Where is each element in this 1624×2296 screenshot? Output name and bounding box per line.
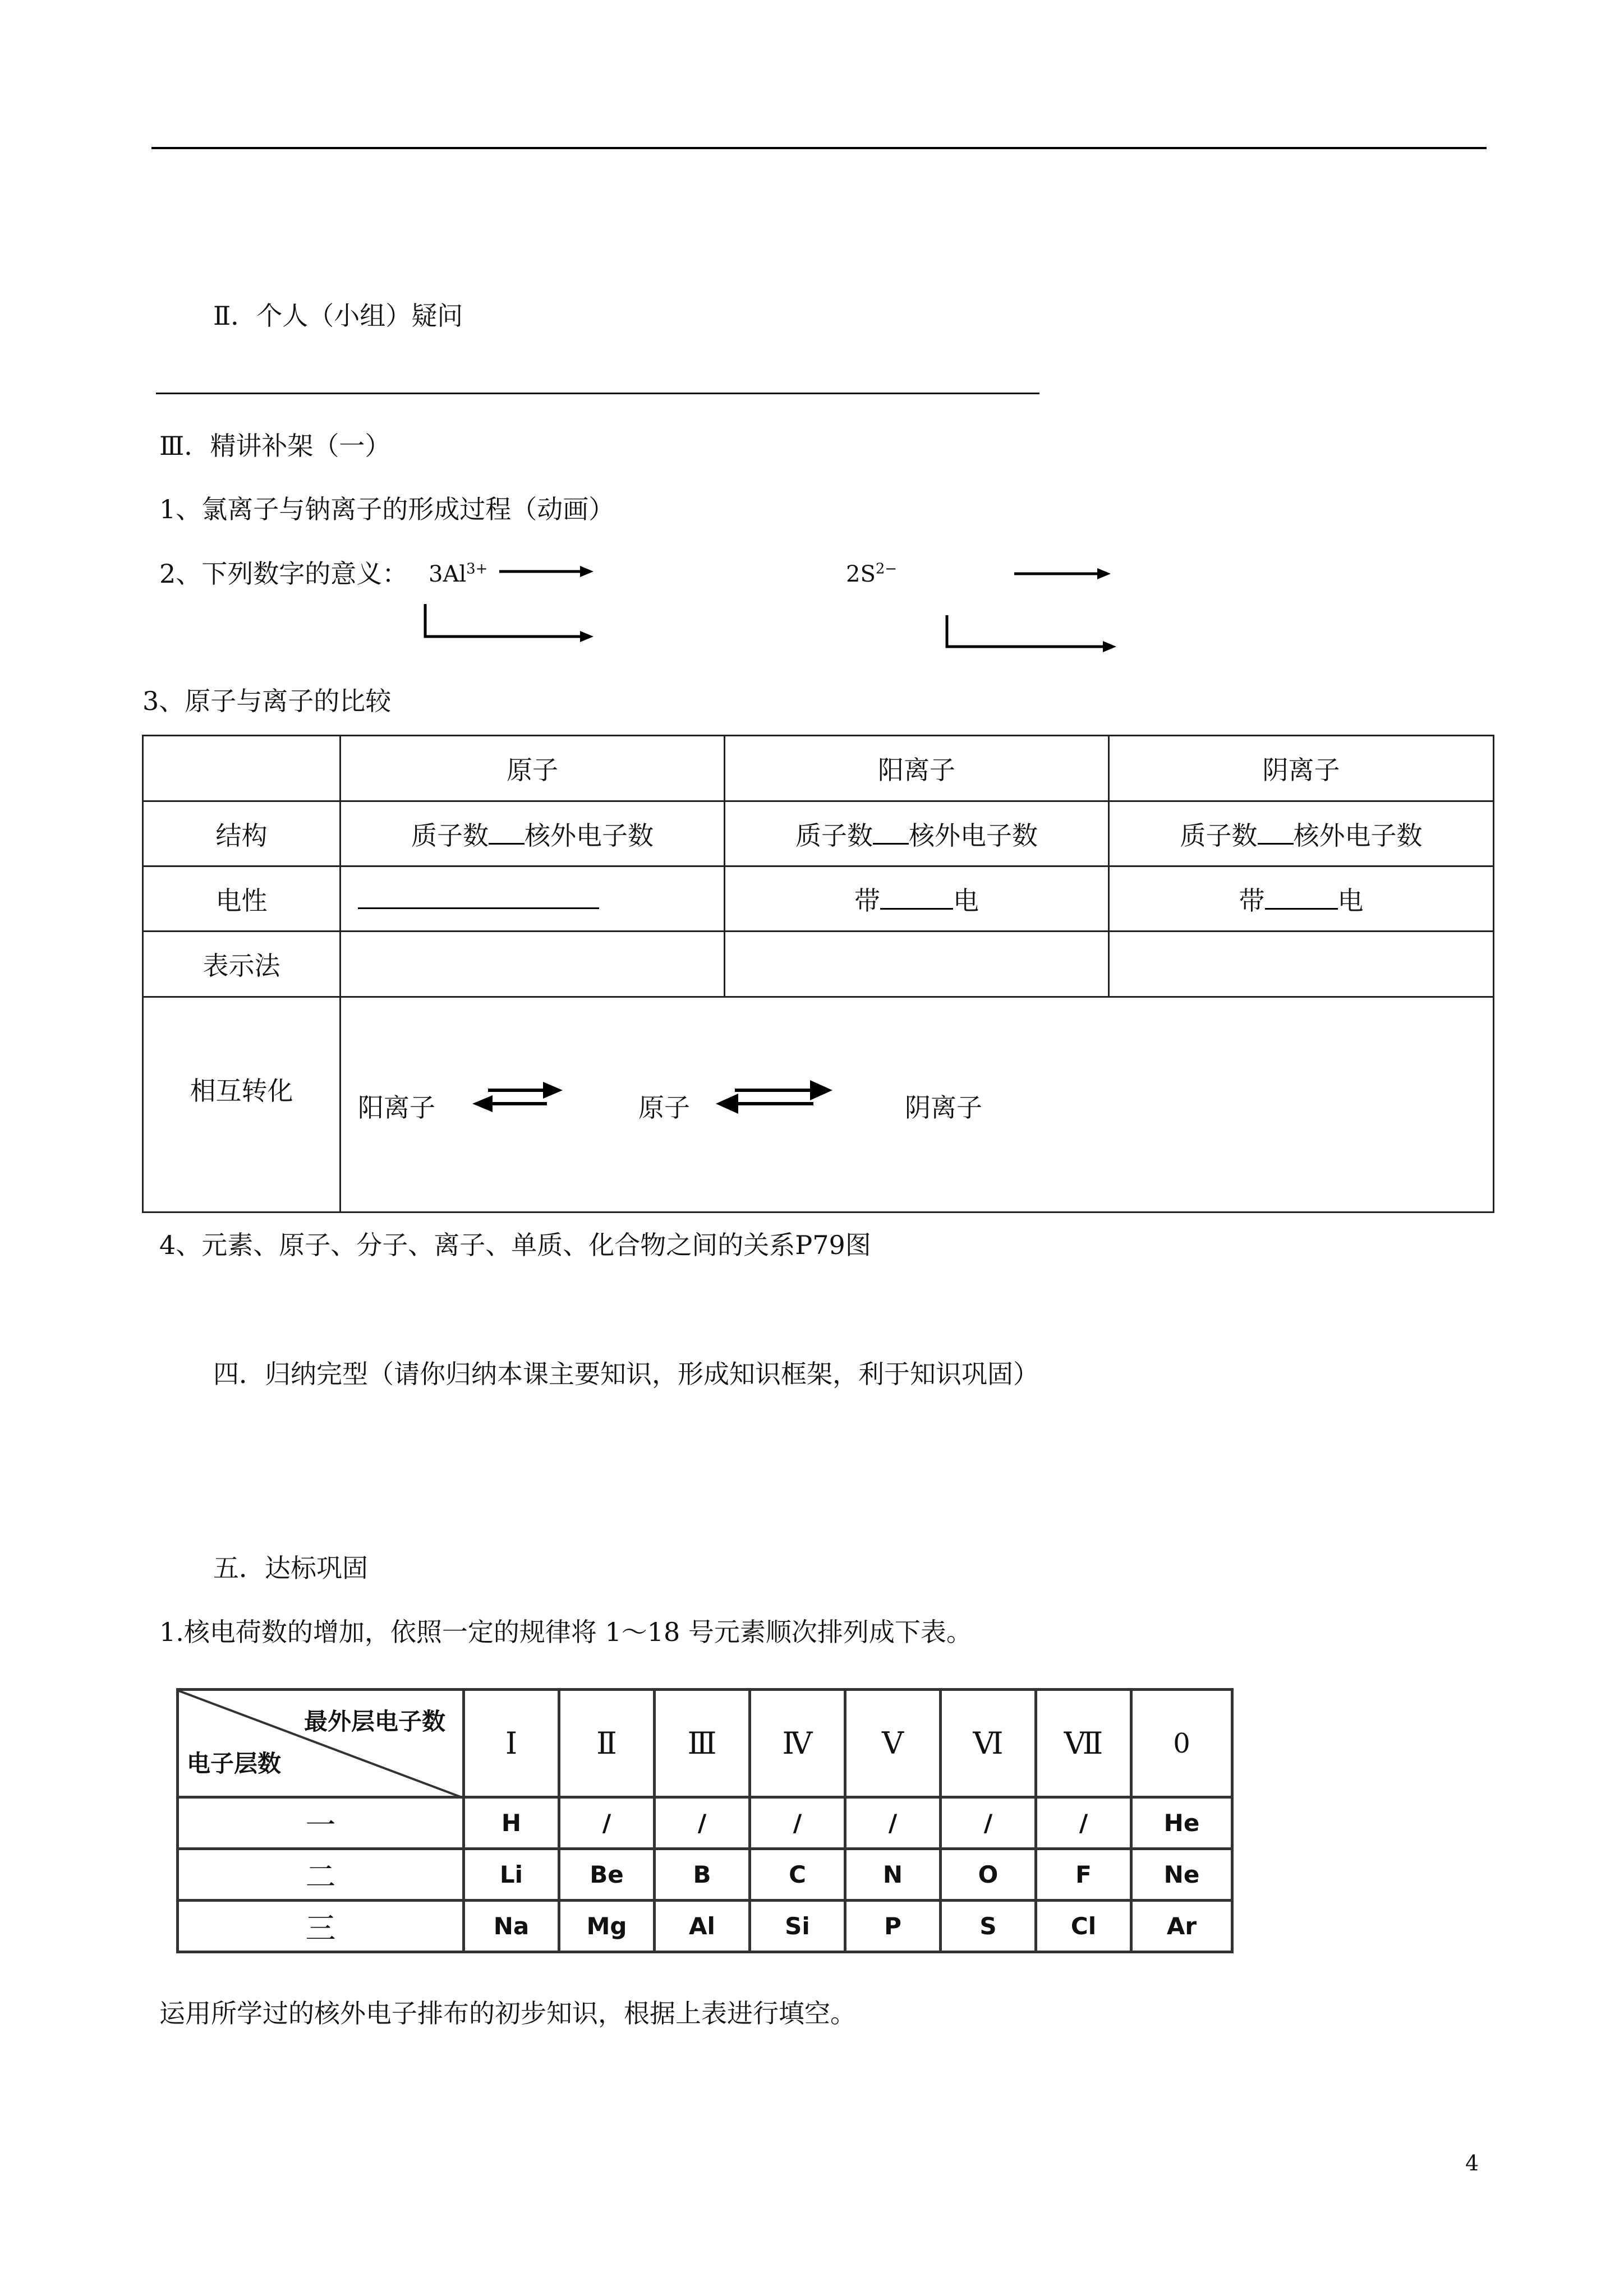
period-label: 三 [178,1901,464,1952]
convert-anion: 阴离子 [905,1092,982,1123]
formula-2s: $2S^{2-}$ [846,560,898,587]
convert-cation: 阳离子 [358,1092,435,1123]
element-cell: S [941,1901,1036,1952]
section-4-title: 四．归纳完型（请你归纳本课主要知识，形成知识框架，利于知识巩固） [213,1359,1039,1389]
element-cell: O [941,1849,1036,1901]
section-2-title: Ⅱ．个人（小组）疑问 [213,301,463,331]
page-number: 4 [1465,2151,1479,2175]
period-label: 一 [178,1797,464,1849]
fill-blank[interactable] [880,883,953,910]
charge-atom-cell [341,866,725,932]
atom-ion-comparison-table [142,735,1494,1213]
row-notation [143,932,1494,997]
fill-blank[interactable] [1265,883,1338,910]
element-cell: Na [464,1901,559,1952]
item-2-prefix: 2、下列数字的意义： [159,559,408,589]
fill-blank[interactable] [873,818,909,845]
element-cell: Be [559,1849,655,1901]
fill-blank[interactable] [358,883,599,909]
group-header: Ⅵ [941,1690,1036,1797]
corner-shell-count: 电子层数 [187,1750,282,1777]
notation-anion-cell[interactable] [1109,932,1494,997]
corner-outer-electrons: 最外层电子数 [303,1708,445,1735]
group-header: V [845,1690,941,1797]
element-cell: B [655,1849,750,1901]
row-label-notation: 表示法 [143,932,341,997]
group-header: Ⅶ [1036,1690,1131,1797]
structure-anion-cell: 质子数 核外电子数 [1109,801,1494,866]
charge-anion-cell: 带 电 [1109,866,1494,932]
section-5-title: 五．达标巩固 [213,1553,368,1583]
element-cell: / [845,1797,941,1849]
row-charge [143,866,1494,932]
row-label-convert: 相互转化 [143,997,341,1212]
diagonal-corner-cell [178,1690,464,1797]
item-4: 4、元素、原子、分子、离子、单质、化合物之间的关系P79图 [159,1230,871,1260]
period-label: 二 [178,1849,464,1901]
element-cell: / [750,1797,845,1849]
fill-blank[interactable] [489,818,525,845]
equilibrium-arrows-icon [341,998,1014,1213]
notation-cation-cell[interactable] [725,932,1109,997]
element-cell: Cl [1036,1901,1131,1952]
structure-atom-cell: 质子数 核外电子数 [341,801,725,866]
table-header-row [143,736,1494,801]
table-corner [143,736,341,801]
element-cell: / [941,1797,1036,1849]
group-header: Ⅳ [750,1690,845,1797]
item-1: 1、氯离子与钠离子的形成过程（动画） [159,494,615,524]
row-label-charge: 电性 [143,866,341,932]
group-header: 0 [1131,1690,1232,1797]
element-cell: Ne [1131,1849,1232,1901]
header-anion: 阴离子 [1109,736,1494,801]
element-cell: Mg [559,1901,655,1952]
element-cell: Li [464,1849,559,1901]
header-cation: 阳离子 [725,736,1109,801]
formula-3al: $3Al^{3+}$ [429,560,488,587]
meaning-arrows [0,0,1624,673]
element-cell: Al [655,1901,750,1952]
item-3: 3、原子与离子的比较 [142,686,392,716]
periodic-table-1-18 [176,1688,1234,1953]
group-header: Ⅲ [655,1690,750,1797]
element-cell: / [1036,1797,1131,1849]
group-header: I [464,1690,559,1797]
row-label-structure: 结构 [143,801,341,866]
element-cell: H [464,1797,559,1849]
table-row [178,1849,1232,1901]
element-cell: C [750,1849,845,1901]
structure-cation-cell: 质子数 核外电子数 [725,801,1109,866]
element-cell: P [845,1901,941,1952]
element-cell: Ar [1131,1901,1232,1952]
table-row [178,1901,1232,1952]
group-header-row [178,1690,1232,1797]
instruction-text: 运用所学过的核外电子排布的初步知识，根据上表进行填空。 [159,1998,856,2028]
row-structure [143,801,1494,866]
group-header: Ⅱ [559,1690,655,1797]
element-cell: / [655,1797,750,1849]
convert-atom: 原子 [638,1092,690,1123]
element-cell: Si [750,1901,845,1952]
convert-cell [341,997,1494,1212]
fill-blank[interactable] [1258,818,1294,845]
charge-cation-cell: 带 电 [725,866,1109,932]
row-convert [143,997,1494,1212]
element-cell: He [1131,1797,1232,1849]
element-cell: N [845,1849,941,1901]
header-atom: 原子 [341,736,725,801]
element-cell: / [559,1797,655,1849]
question-1: 1.核电荷数的增加，依照一定的规律将 1～18 号元素顺次排列成下表。 [159,1617,972,1647]
section-3-title: Ⅲ．精讲补架（一） [159,431,391,461]
notation-atom-cell[interactable] [341,932,725,997]
table-row [178,1797,1232,1849]
element-cell: F [1036,1849,1131,1901]
